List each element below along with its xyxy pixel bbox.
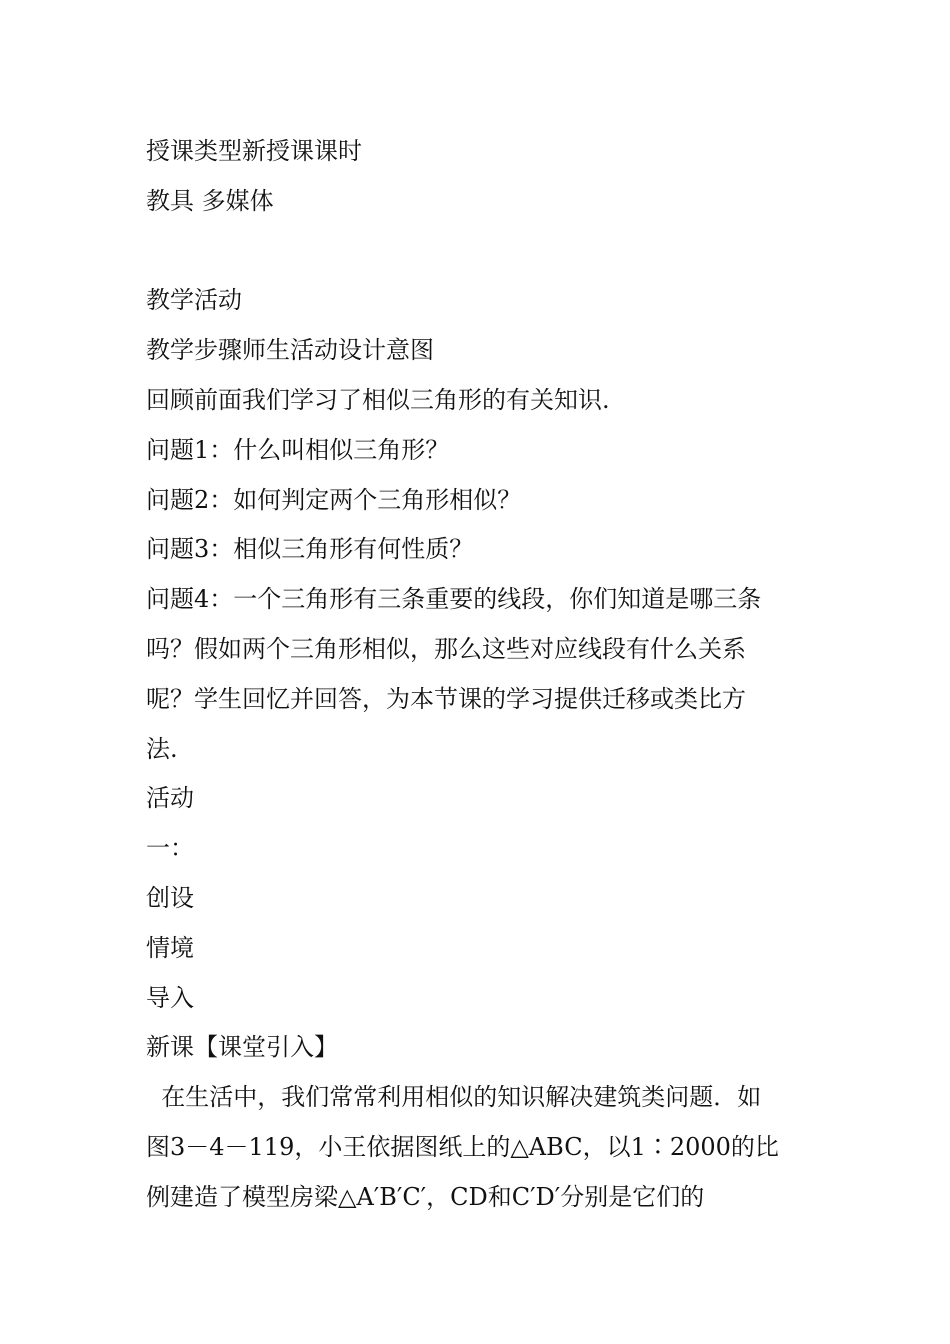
blank-line bbox=[146, 227, 810, 277]
question-3: 问题3：相似三角形有何性质？ bbox=[146, 535, 474, 564]
teaching-aids-line: 教具 多媒体 bbox=[146, 186, 274, 215]
question-1: 问题1：什么叫相似三角形？ bbox=[146, 435, 450, 464]
step-label-situation: 情境 bbox=[146, 933, 194, 962]
step-label-lead-in: 导入 bbox=[146, 983, 194, 1012]
step-label-new-lesson: 新课【课堂引入】 bbox=[146, 1033, 338, 1062]
table-header: 教学步骤师生活动设计意图 bbox=[146, 336, 434, 365]
question-4-line-2: 吗？假如两个三角形相似，那么这些对应线段有什么关系 bbox=[146, 634, 746, 663]
intro-paragraph-line-3: 例建造了模型房梁△A′B′C′，CD和C′D′分别是它们的 bbox=[146, 1182, 705, 1211]
question-2: 问题2：如何判定两个三角形相似？ bbox=[146, 485, 522, 514]
step-label-one: 一： bbox=[146, 834, 194, 863]
question-4-line-4: 法. bbox=[146, 734, 178, 763]
question-4-line-1: 问题4：一个三角形有三条重要的线段，你们知道是哪三条 bbox=[146, 585, 762, 614]
activity-heading: 教学活动 bbox=[146, 286, 242, 315]
step-label-activity: 活动 bbox=[146, 784, 194, 813]
review-intro: 回顾前面我们学习了相似三角形的有关知识. bbox=[146, 385, 610, 414]
intro-paragraph-line-1: 在生活中，我们常常利用相似的知识解决建筑类问题．如 bbox=[146, 1083, 762, 1112]
document-body bbox=[146, 127, 810, 1223]
intro-paragraph-line-2: 图3－4－119，小王依据图纸上的△ABC，以1∶2000的比 bbox=[146, 1132, 779, 1161]
step-label-create: 创设 bbox=[146, 883, 194, 912]
question-4-line-3: 呢？学生回忆并回答，为本节课的学习提供迁移或类比方 bbox=[146, 684, 746, 713]
lesson-type-line: 授课类型新授课课时 bbox=[146, 137, 362, 165]
